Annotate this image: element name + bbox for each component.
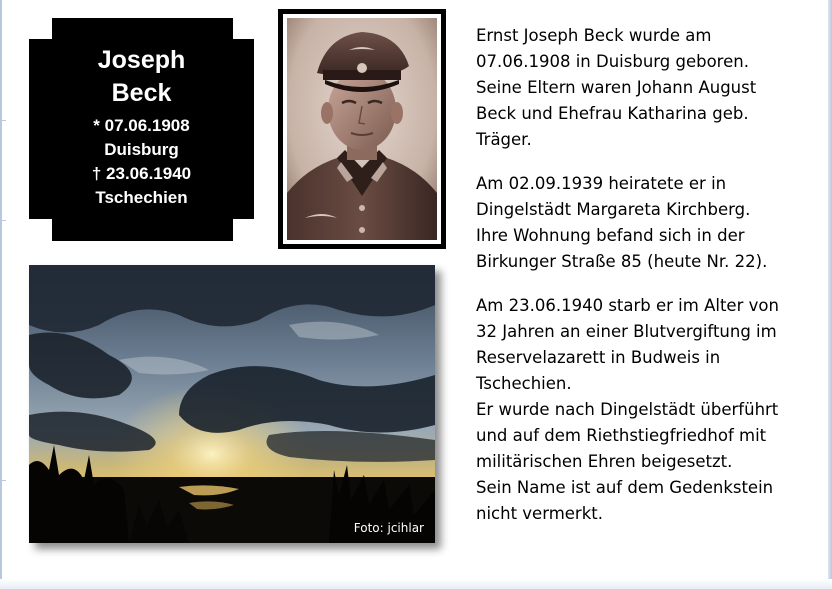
bio-line: Ernst Joseph Beck wurde am — [476, 26, 712, 45]
sheet-left-edge — [0, 0, 2, 589]
bio-line: militärischen Ehren beigesetzt. — [476, 452, 733, 471]
bio-line: und auf dem Riethstiegfriedhof mit — [476, 426, 767, 445]
bio-line: Sein Name ist auf dem Gedenkstein — [476, 478, 774, 497]
bio-line: Seine Eltern waren Johann August — [476, 78, 757, 97]
memorial-plaque — [29, 18, 254, 241]
plaque-first-name: Joseph — [97, 46, 186, 74]
bio-line: Träger. — [476, 130, 532, 149]
bio-line: Beck und Ehefrau Katharina geb. — [476, 104, 749, 123]
bio-line: Er wurde nach Dingelstädt überführt — [476, 400, 779, 419]
bio-line: Birkunger Straße 85 (heute Nr. 22). — [476, 252, 768, 271]
bio-paragraph-2 — [476, 171, 816, 275]
bio-line: 32 Jahren an einer Blutvergiftung im — [476, 322, 777, 341]
sheet-bottom-edge — [0, 579, 832, 589]
plaque-text — [29, 44, 254, 210]
bio-line: Am 02.09.1939 heiratete er in — [476, 174, 727, 193]
bio-line: nicht vermerkt. — [476, 504, 603, 523]
plaque-birth-place: Duisburg — [104, 140, 179, 159]
portrait-mat — [283, 14, 441, 244]
sheet-row-tick — [0, 480, 6, 481]
bio-line: Dingelstädt Margareta Kirchberg. — [476, 200, 751, 219]
plaque-death-date: † 23.06.1940 — [91, 164, 192, 183]
sunset-image — [29, 265, 435, 543]
sheet-right-edge — [828, 0, 832, 589]
bio-line: 07.06.1908 in Duisburg geboren. — [476, 52, 749, 71]
bio-paragraph-1 — [476, 23, 816, 153]
biography — [476, 23, 816, 527]
bio-line: Tschechien. — [476, 374, 572, 393]
bio-paragraph-3 — [476, 293, 816, 527]
photo-credit: Foto: jcihlar — [353, 521, 424, 535]
plaque-birth-date: * 07.06.1908 — [93, 116, 190, 135]
portrait-frame — [278, 9, 446, 249]
portrait-photo — [287, 18, 437, 240]
plaque-last-name: Beck — [111, 79, 172, 107]
bio-line: Ihre Wohnung befand sich in der — [476, 226, 745, 245]
landscape-photo — [29, 265, 435, 543]
sheet-row-tick — [0, 120, 6, 121]
bio-line: Am 23.06.1940 starb er im Alter von — [476, 296, 779, 315]
bio-line: Reservelazarett in Budweis in — [476, 348, 721, 367]
plaque-death-place: Tschechien — [95, 188, 188, 207]
sheet-row-tick — [0, 220, 6, 221]
